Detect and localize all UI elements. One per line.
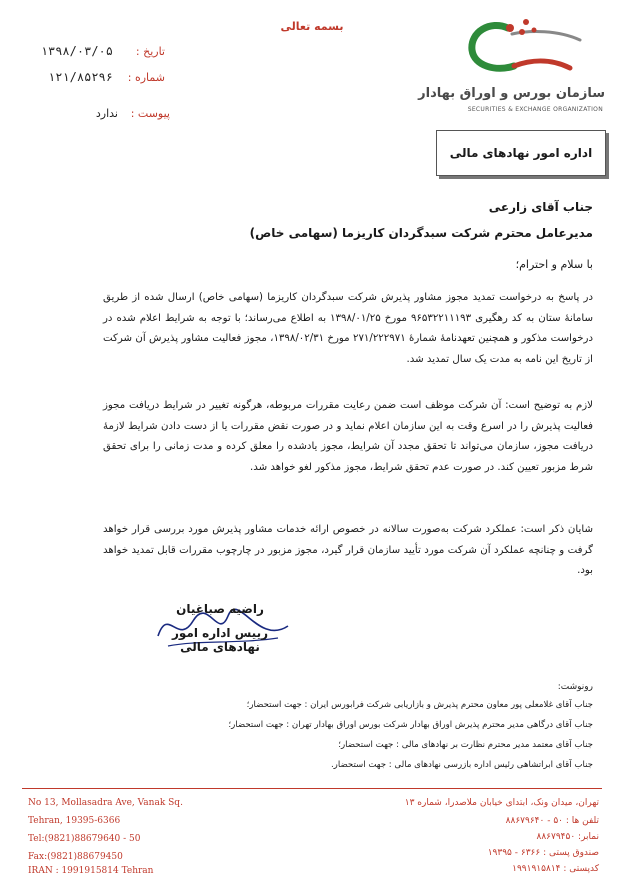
attachment-row xyxy=(35,104,170,122)
cc-item: جناب آقای درگاهی مدیر محترم پذیرش اوراق بهادار شرکت بورس اوراق بهادار تهران : جهت استحضار؛ xyxy=(228,720,593,730)
department-box xyxy=(436,130,606,176)
cc-label: رونوشت: xyxy=(557,682,593,692)
recipient-position: مدیرعامل محترم شرکت سبدگردان کاریزما (سهامی خاص) xyxy=(249,226,593,240)
date-label: تاریخ : xyxy=(135,44,165,58)
footer-postal-fa: کدپستی : ۱۹۹۱۹۱۵۸۱۴ xyxy=(512,864,599,874)
body-paragraph-1: در پاسخ به درخواست تمدید مجوز مشاور پذیرش شرکت سبدگردان کاریزما (سهامی خاص) ارسال شده از طریق سامانهٔ ستان به کد رهگیری ۹۶۵۳۲۲۱۱۱۹۳ مورخ ۱۳۹۸/۰۱/۲۵ به اطلاع می‌رساند؛ با توجه به شرایط اعلام شده در درخواست مذکور و همچنین تعهدنامهٔ شمارهٔ ۲۷۱/۲۲۲۹۷۱ مورخ ۱۳۹۸/۰۲/۳۱، مجوز فعالیت مشاور پذیرش آن شرکت از تاریخ این نامه به مدت یک سال تمدید شد. xyxy=(103,292,593,365)
logo-emblem-icon xyxy=(430,10,610,90)
footer-tel-fa: تلفن ها : ۵۰ - ۸۸۶۷۹۶۴۰ xyxy=(505,816,599,826)
footer-fax-en: Fax:(9821)88679450 xyxy=(28,852,123,862)
footer-postal-en: IRAN : 1991915814 Tehran xyxy=(28,866,154,876)
organization-logo xyxy=(430,10,610,120)
date-value: ۱۳۹۸/۰۳/۰۵ xyxy=(40,44,113,58)
date-row xyxy=(30,42,165,60)
footer-city-en: Tehran, 19395-6366 xyxy=(28,816,121,826)
number-label: شماره : xyxy=(127,70,165,84)
body-paragraph-2: لازم به توضیح است: آن شرکت موظف است ضمن رعایت مقررات مربوطه، هرگونه تغییر در شرایط دریافت مجوز فعالیت پذیرش را در اسرع وقت به این سازمان اعلام نماید و در صورت نقض مقررات یا از دست دادن شرایط لازمهٔ دریافت مجوز، سازمان می‌تواند تا تحقق مجدد آن شرایط، مجوز یادشده را معلق کرده و مدت زمانی را برای تحقق شرط مزبور تعیین کند. در صورت عدم تحقق شرایط، مجوز مذکور لغو خواهد شد. xyxy=(103,400,593,473)
attachment-value: ندارد xyxy=(95,106,118,120)
recipient-name: جناب آقای زارعی xyxy=(488,200,593,214)
footer-divider xyxy=(22,788,602,789)
attachment-label: پیوست : xyxy=(130,106,170,120)
body-paragraph-3: شایان ذکر است: عملکرد شرکت به‌صورت سالانه در خصوص ارائه خدمات مشاور پذیرش مورد بررسی قرار خواهد گرفت و چنانچه عملکرد آن شرکت مورد تأیید سازمان قرار گیرد، مجوز مزبور در چارچوب مقررات قابل تمدید خواهد بود. xyxy=(103,524,593,576)
footer-address-en: No 13, Mollasadra Ave, Vanak Sq. xyxy=(28,798,183,808)
footer-pobox-fa: صندوق پستی : ۶۳۶۶ - ۱۹۳۹۵ xyxy=(487,848,599,858)
cc-item: جناب آقای غلامعلی پور معاون محترم پذیرش و بازاریابی شرکت فرابورس ایران : جهت استحضار؛ xyxy=(246,700,593,710)
greeting: با سلام و احترام؛ xyxy=(515,258,593,271)
organization-name-en: SECURITIES & EXCHANGE ORGANIZATION xyxy=(467,106,603,113)
number-value: ۱۲۱/۸۵۲۹۶ xyxy=(47,70,113,84)
cc-item: جناب آقای معتمد مدیر محترم نظارت بر نهادهای مالی : جهت استحضار؛ xyxy=(338,740,593,750)
footer-address-fa: تهران، میدان ونک، ابتدای خیابان ملاصدرا، شماره ۱۳ xyxy=(404,798,599,808)
bismillah-heading: بسمه تعالی xyxy=(280,20,344,33)
number-row xyxy=(30,68,165,86)
signatory-name: راضیه صباغیان xyxy=(176,602,264,616)
department-title: اداره امور نهادهای مالی xyxy=(449,146,593,160)
organization-name-fa: سازمان بورس و اوراق بهادار xyxy=(418,86,605,101)
footer-fax-fa: نمابر: ۸۸۶۷۹۴۵۰ xyxy=(536,832,599,842)
footer-tel-en: Tel:(9821)88679640 - 50 xyxy=(28,834,141,844)
cc-item: جناب آقای ابراتشاهی رئیس اداره بازرسی نهادهای مالی : جهت استحضار. xyxy=(330,760,593,770)
signatory-title: رییس اداره امور نهادهای مالی xyxy=(172,626,268,654)
